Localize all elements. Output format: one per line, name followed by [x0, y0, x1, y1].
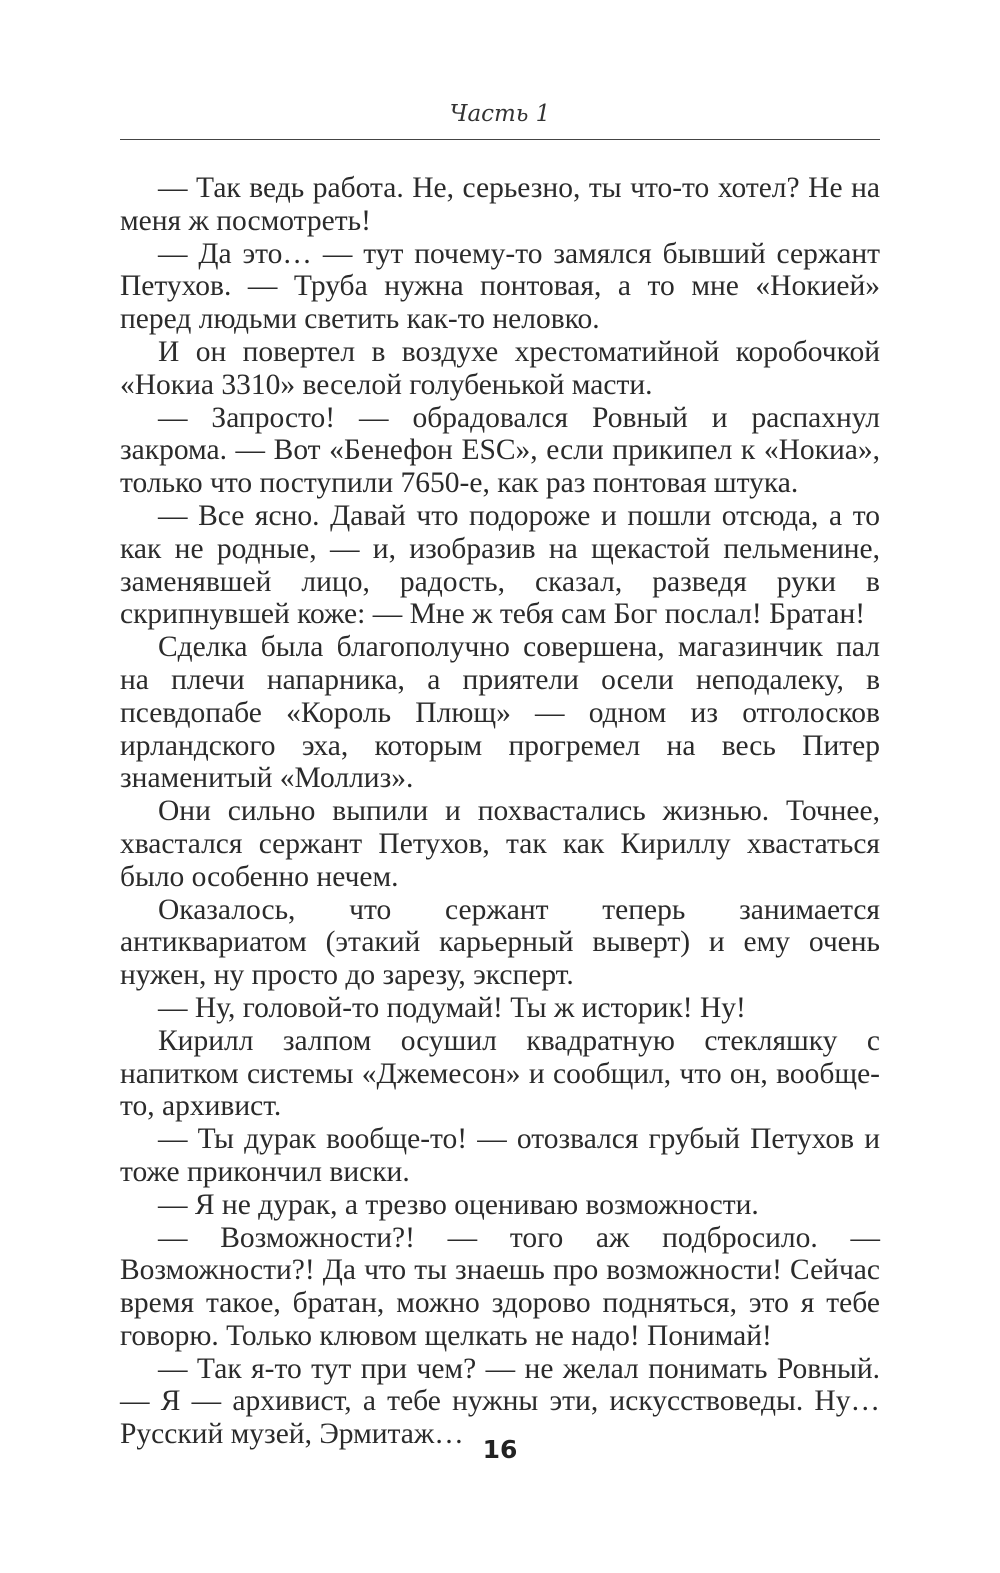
paragraph: И он повертел в воздухе хрестоматийной коробочкой «Нокиа 3310» веселой голубенькой масти. [120, 335, 880, 401]
paragraph: — Запросто! — обрадовался Ровный и распахнул закрома. — Вот «Бенефон ESC», если прикипел к «Нокиа», только что поступили 7650-е, как раз понтовая штука. [120, 401, 880, 500]
paragraph: — Так я-то тут при чем? — не желал понимать Ровный. — Я — архивист, а тебе нужны эти, искусствоведы. Ну… Русский музей, Эрмитаж… [120, 1352, 880, 1451]
paragraph: Сделка была благополучно совершена, магазинчик пал на плечи напарника, а приятели осели неподалеку, в псевдопабе «Король Плющ» — одном из отголосков ирландского эха, которым прогремел на весь Питер знаменитый «Моллиз». [120, 631, 880, 795]
header-rule [120, 139, 880, 140]
paragraph: — Так ведь работа. Не, серьезно, ты что-то хотел? Не на меня ж посмотреть! [120, 172, 880, 237]
paragraph: — Все ясно. Давай что подороже и пошли отсюда, а то как не родные, — и, изобразив на щекастой пельменине, заменявшей лицо, радость, сказал, разведя руки в скрипнувшей коже: — Мне ж тебя сам Бог послал! Братан! [120, 499, 880, 631]
page-number: 16 [482, 1435, 518, 1464]
body-text [120, 172, 880, 1451]
paragraph: — Да это… — тут почему-то замялся бывший сержант Петухов. — Труба нужна понтовая, а то мне «Нокией» перед людьми светить как-то неловко. [120, 237, 880, 336]
paragraph: — Я не дурак, а трезво оцениваю возможности. [158, 1188, 759, 1221]
paragraph: Кирилл залпом осушил квадратную стекляшку с напитком системы «Джемесон» и сообщил, что он, вообще-то, архивист. [120, 1024, 880, 1123]
paragraph: — Ну, головой-то подумай! Ты ж историк! Ну! [158, 991, 746, 1024]
paragraph: Оказалось, что сержант теперь занимается антиквариатом (этакий карьерный выверт) и ему очень нужен, ну просто до зарезу, эксперт. [120, 893, 880, 992]
running-head: Часть 1 [449, 101, 551, 127]
paragraph: Они сильно выпили и похвастались жизнью. Точнее, хвастался сержант Петухов, так как Кириллу хвастаться было особенно нечем. [120, 795, 880, 893]
paragraph: — Ты дурак вообще-то! — отозвался грубый Петухов и тоже прикончил виски. [120, 1123, 880, 1188]
paragraph: — Возможности?! — того аж подбросило. — Возможности?! Да что ты знаешь про возможности! Сейчас время такое, братан, можно здорово подняться, это я тебе говорю. Только клювом щелкать не надо! Понимай! [120, 1221, 880, 1352]
